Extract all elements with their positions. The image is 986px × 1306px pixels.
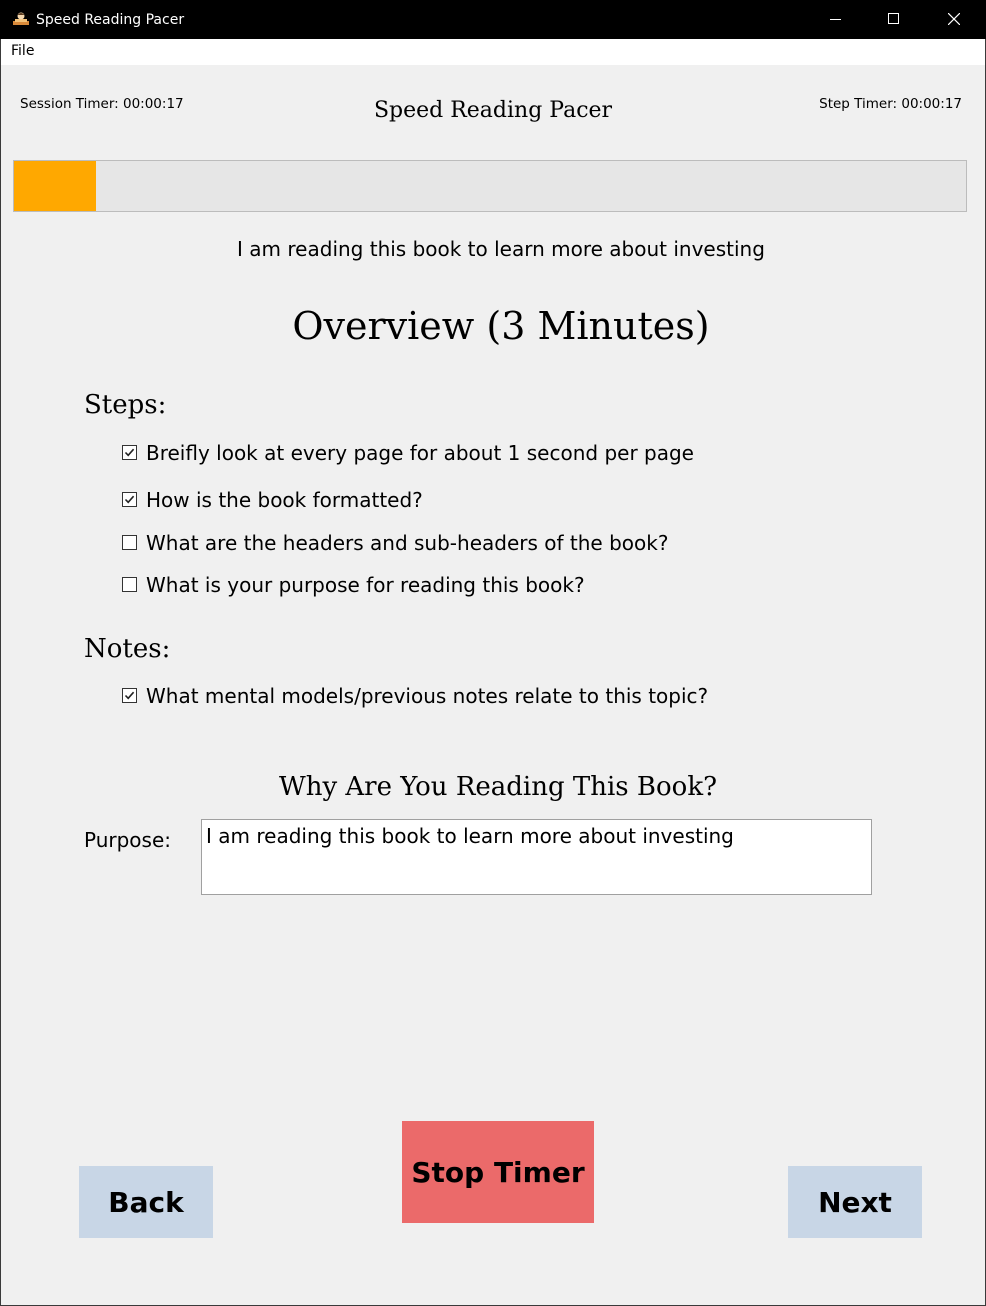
session-timer: Session Timer: 00:00:17 bbox=[20, 96, 184, 112]
checkbox-label: How is the book formatted? bbox=[146, 488, 423, 512]
step-timer: Step Timer: 00:00:17 bbox=[819, 96, 962, 112]
close-icon bbox=[948, 13, 960, 25]
purpose-heading: Why Are You Reading This Book? bbox=[278, 772, 718, 802]
checkmark-icon bbox=[124, 690, 135, 701]
stop-timer-button[interactable]: Stop Timer bbox=[402, 1121, 594, 1223]
menu-file[interactable]: File bbox=[11, 43, 35, 59]
purpose-display: I am reading this book to learn more about investing bbox=[237, 237, 765, 261]
back-button[interactable]: Back bbox=[79, 1166, 213, 1238]
maximize-icon bbox=[888, 13, 900, 25]
checkbox-label: What are the headers and sub-headers of the book? bbox=[146, 531, 669, 555]
checkmark-icon bbox=[124, 494, 135, 505]
checkbox[interactable] bbox=[122, 577, 137, 592]
step-title: Overview (3 Minutes) bbox=[292, 304, 710, 348]
purpose-label: Purpose: bbox=[84, 828, 172, 852]
progress-bar bbox=[13, 160, 967, 212]
next-button[interactable]: Next bbox=[788, 1166, 922, 1238]
menu-bar bbox=[1, 39, 985, 65]
maximize-button[interactable] bbox=[866, 0, 924, 39]
minimize-button[interactable] bbox=[808, 0, 866, 39]
app-title: Speed Reading Pacer bbox=[373, 98, 613, 123]
progress-fill bbox=[14, 161, 96, 211]
title-bar[interactable] bbox=[0, 0, 986, 39]
window-title: Speed Reading Pacer bbox=[36, 12, 185, 28]
checkbox-label: What mental models/previous notes relate to this topic? bbox=[146, 684, 709, 708]
notes-heading: Notes: bbox=[84, 634, 171, 664]
checkbox[interactable] bbox=[122, 492, 137, 507]
checkbox[interactable] bbox=[122, 445, 137, 460]
app-icon bbox=[12, 11, 30, 27]
checkbox-label: Breifly look at every page for about 1 second per page bbox=[146, 441, 694, 465]
checkbox-label: What is your purpose for reading this book? bbox=[146, 573, 585, 597]
steps-heading: Steps: bbox=[84, 390, 167, 420]
purpose-input[interactable]: I am reading this book to learn more about investing bbox=[201, 819, 872, 895]
checkbox[interactable] bbox=[122, 688, 137, 703]
checkbox[interactable] bbox=[122, 535, 137, 550]
close-button[interactable] bbox=[926, 0, 984, 39]
minimize-icon bbox=[830, 13, 842, 25]
checkmark-icon bbox=[124, 447, 135, 458]
